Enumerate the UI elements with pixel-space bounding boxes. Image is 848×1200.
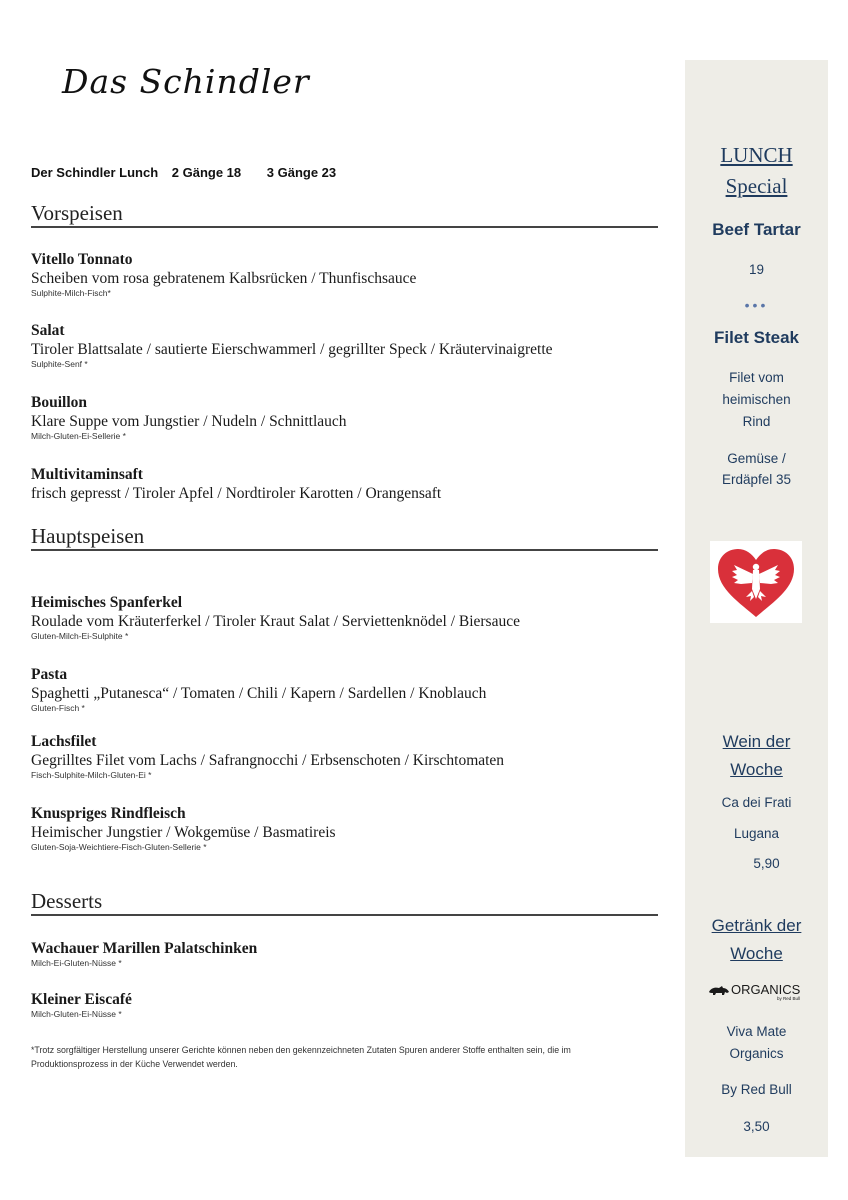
- special-dish1-price: 19: [748, 262, 765, 277]
- organics-logo-text: ORGANICS: [731, 982, 801, 997]
- item-allergens: Gluten-Fisch *: [31, 703, 85, 713]
- separator-dots: •••: [744, 297, 769, 313]
- special-dish2-line4: Gemüse /: [727, 451, 786, 466]
- heart-eagle-icon: [710, 541, 802, 623]
- special-title-line1: LUNCH: [720, 143, 793, 167]
- drink-title-line1: Getränk der: [711, 916, 802, 935]
- special-dish1-name: Beef Tartar: [712, 220, 801, 239]
- lunch-title: Der Schindler Lunch: [31, 165, 159, 180]
- item-allergens: Sulphite-Milch-Fisch*: [31, 288, 111, 298]
- item-allergens: Gluten-Soja-Weichtiere-Fisch-Gluten-Sellerie *: [31, 842, 207, 852]
- menu-item: [31, 594, 671, 642]
- menu-item: [31, 733, 671, 781]
- item-description: Heimischer Jungstier / Wokgemüse / Basmatireis: [31, 824, 336, 841]
- item-allergens: Sulphite-Senf *: [31, 359, 88, 369]
- item-name: Bouillon: [31, 394, 87, 411]
- organics-logo: [707, 979, 807, 1001]
- item-allergens: Gluten-Milch-Ei-Sulphite *: [31, 631, 129, 641]
- menu-item: [31, 394, 671, 442]
- item-description: Roulade vom Kräuterferkel / Tiroler Kraut Salat / Serviettenknödel / Biersauce: [31, 613, 520, 630]
- wine-name: Ca dei Frati: [721, 795, 792, 810]
- special-dish2-line1: Filet vom: [729, 370, 784, 385]
- lunch-two-courses: 2 Gänge 18: [171, 165, 242, 180]
- item-description: Klare Suppe vom Jungstier / Nudeln / Schnittlauch: [31, 413, 347, 430]
- lunch-three-courses: 3 Gänge 23: [266, 165, 337, 180]
- special-dish2-line3: Rind: [742, 414, 771, 429]
- item-name: Heimisches Spanferkel: [31, 594, 183, 611]
- drink-line1: Viva Mate: [726, 1024, 787, 1039]
- logo: Das Schindler: [62, 62, 310, 101]
- menu-item: [31, 322, 671, 370]
- item-name: Lachsfilet: [31, 733, 97, 750]
- specials-sidebar: [685, 60, 828, 1157]
- menu-item: [31, 805, 671, 853]
- menu-item: [31, 251, 671, 299]
- item-name: Pasta: [31, 666, 68, 683]
- menu-item: [31, 940, 671, 969]
- item-name: Kleiner Eiscafé: [31, 991, 132, 1008]
- special-dish2-line2: heimischen: [722, 392, 791, 407]
- wine-title-line1: Wein der: [722, 732, 791, 751]
- drink-line3: By Red Bull: [721, 1082, 792, 1097]
- item-name: Multivitaminsaft: [31, 466, 143, 483]
- special-title-line2: Special: [725, 174, 788, 198]
- drink-title-line2: Woche: [730, 944, 783, 963]
- organics-by-text: by Red Bull: [777, 996, 801, 1001]
- item-name: Knuspriges Rindfleisch: [31, 805, 186, 822]
- wine-price: 5,90: [753, 856, 780, 871]
- item-allergens: Milch-Gluten-Ei-Sellerie *: [31, 431, 126, 441]
- allergen-footnote: *Trotz sorgfältiger Herstellung unserer Gerichte können neben den gekennzeichneten Zutaten Spuren anderer Stoffe enthalten sein, die im Produktionsprozess in der Küche Verwendet werden.: [31, 1045, 571, 1069]
- item-allergens: Milch-Ei-Gluten-Nüsse *: [31, 958, 122, 968]
- item-description: Scheiben vom rosa gebratenem Kalbsrücken / Thunfischsauce: [31, 270, 417, 287]
- section-title-hauptspeisen: Hauptspeisen: [31, 524, 658, 551]
- wine-variety: Lugana: [733, 826, 780, 841]
- wine-title-line2: Woche: [730, 760, 783, 779]
- menu-item: [31, 466, 671, 503]
- item-name: Salat: [31, 322, 65, 339]
- item-allergens: Fisch-Sulphite-Milch-Gluten-Ei *: [31, 770, 152, 780]
- section-title-vorspeisen: Vorspeisen: [31, 201, 658, 228]
- lunch-offer: [31, 165, 346, 180]
- menu-item: [31, 666, 671, 714]
- special-dish2-name: Filet Steak: [713, 328, 800, 347]
- menu-item: [31, 991, 671, 1020]
- item-description: Gegrilltes Filet vom Lachs / Safrangnocchi / Erbsenschoten / Kirschtomaten: [31, 752, 505, 769]
- item-description: frisch gepresst / Tiroler Apfel / Nordtiroler Karotten / Orangensaft: [31, 485, 442, 502]
- section-title-desserts: Desserts: [31, 889, 658, 916]
- special-dish2-line5: Erdäpfel 35: [721, 472, 792, 487]
- drink-price: 3,50: [743, 1119, 770, 1134]
- drink-line2: Organics: [729, 1046, 784, 1061]
- item-name: Vitello Tonnato: [31, 251, 133, 268]
- item-name: Wachauer Marillen Palatschinken: [31, 940, 258, 957]
- item-allergens: Milch-Gluten-Ei-Nüsse *: [31, 1009, 122, 1019]
- item-description: Spaghetti „Putanesca“ / Tomaten / Chili / Kapern / Sardellen / Knoblauch: [31, 685, 487, 702]
- item-description: Tiroler Blattsalate / sautierte Eierschwammerl / gegrillter Speck / Kräutervinaigrette: [31, 341, 553, 358]
